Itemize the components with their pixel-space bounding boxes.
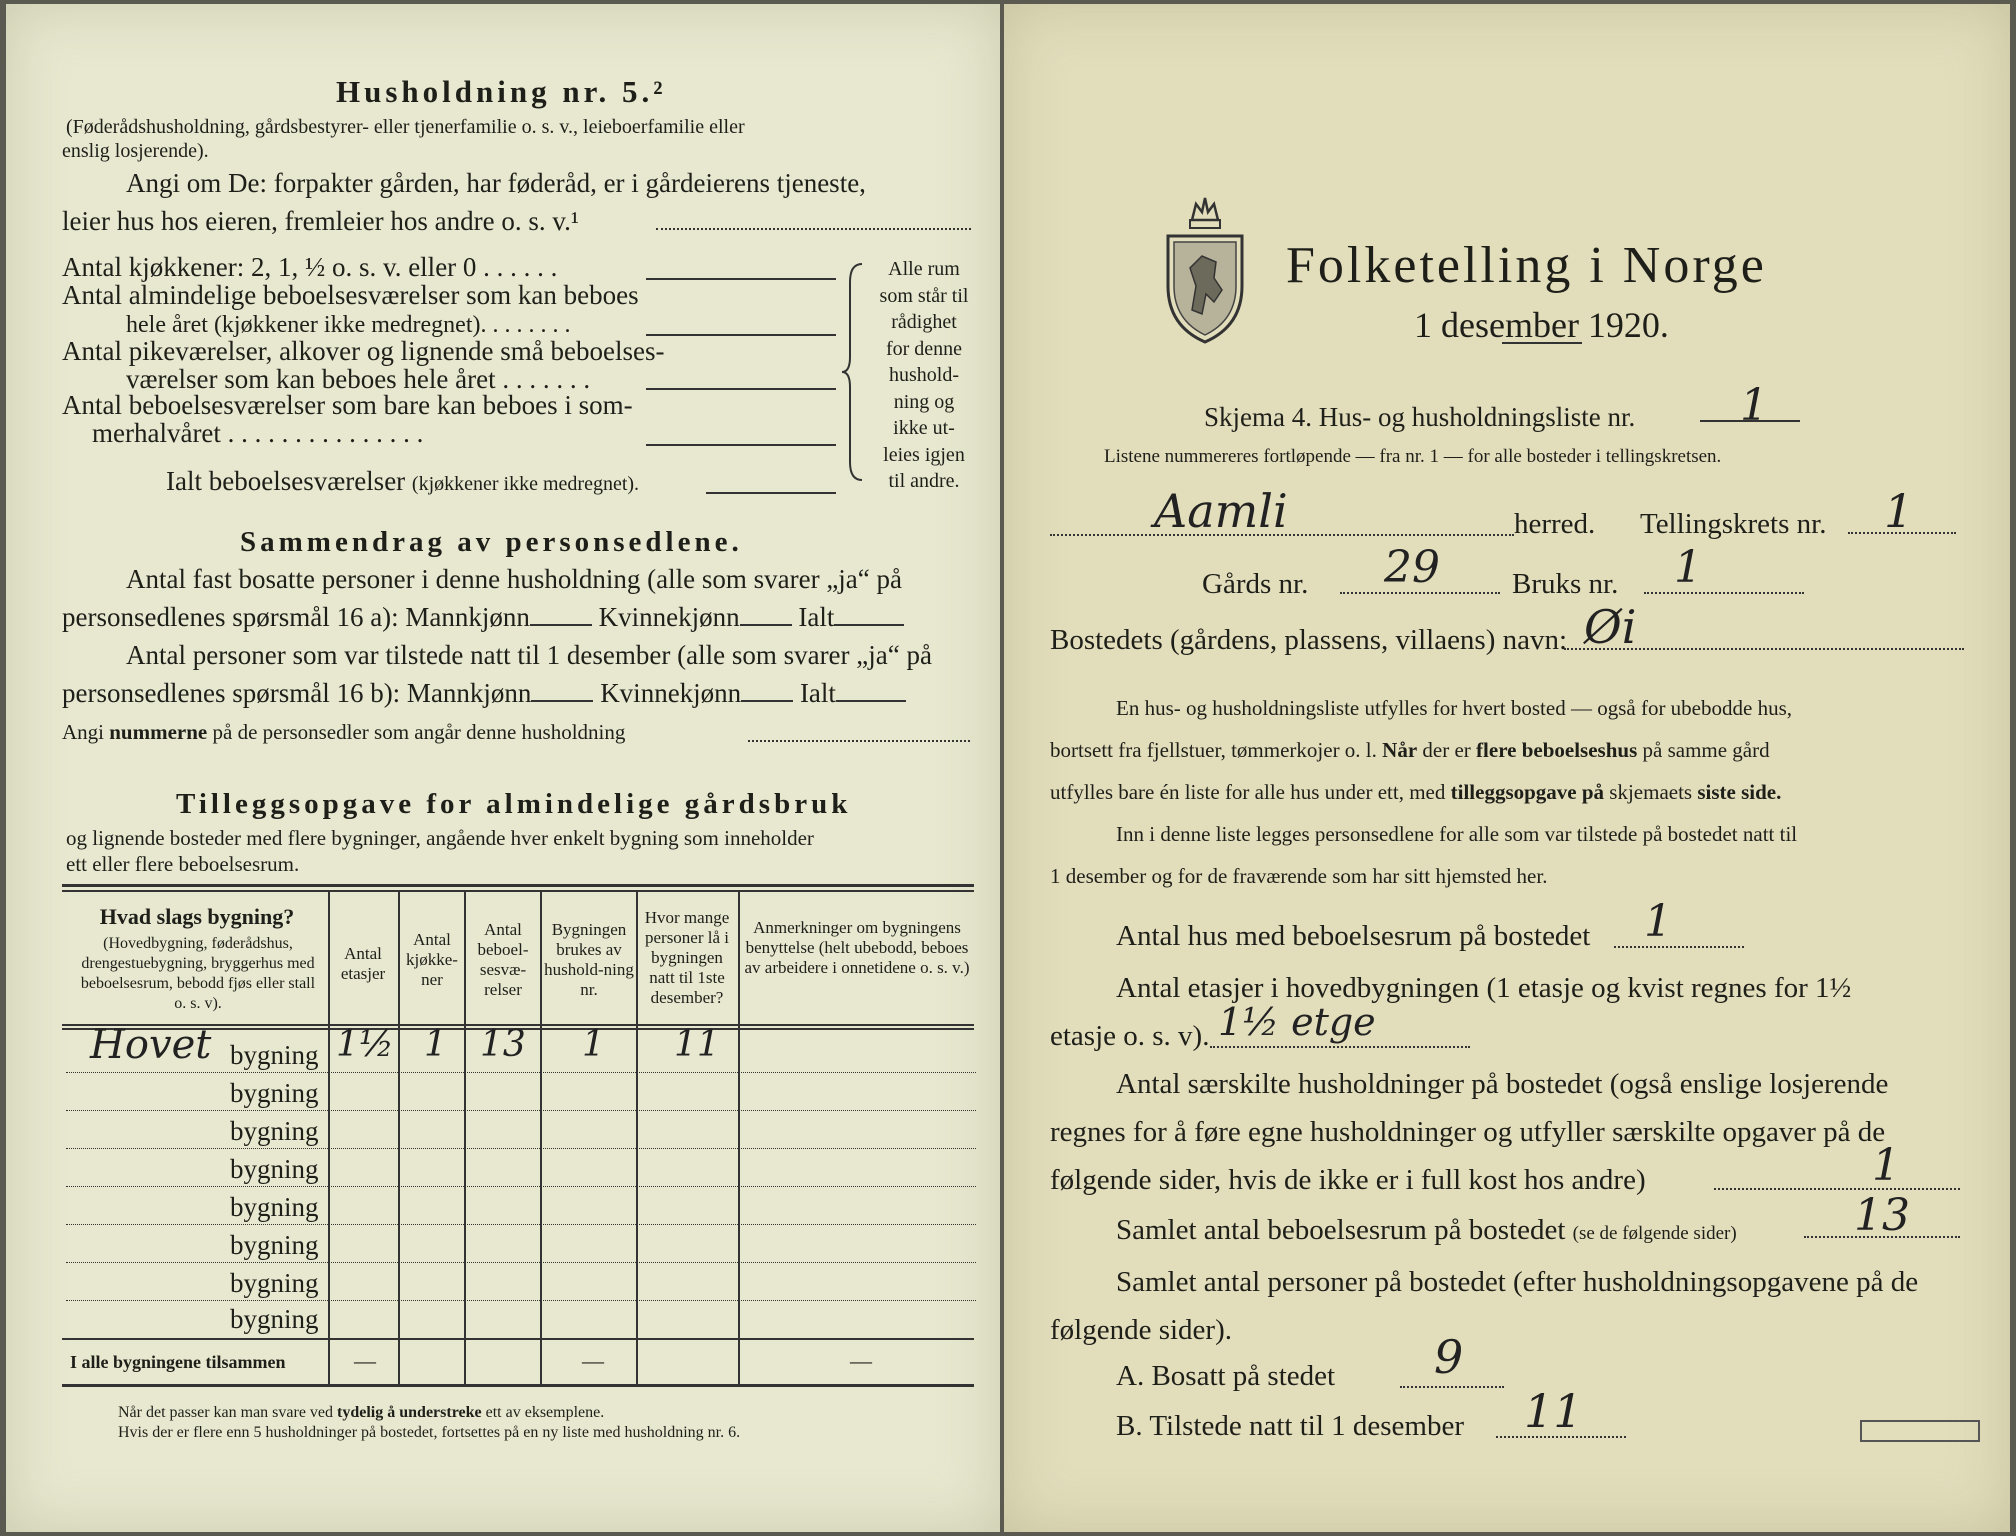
maid-rooms-label-2: værelser som kan beboes hele året . . . . . . . (126, 364, 591, 394)
row-household: 1 (582, 1024, 605, 1065)
row-building-name: Hovet (90, 1022, 212, 1068)
maid-rooms-label-1: Antal pikeværelser, alkover og lignende små beboelses- (62, 336, 665, 366)
row-suffix: bygning (230, 1040, 319, 1070)
ordinary-rooms-line (646, 334, 836, 336)
gards-label: Gårds nr. (1202, 568, 1309, 600)
footnote-1-post: ett av eksemplene. (485, 1404, 605, 1421)
summer-rooms-line (646, 444, 836, 446)
floors-label-1: Antal etasjer i hovedbygningen (1 etasje og kvist regnes for 1½ (1116, 972, 1852, 1004)
info-1-line-3 (1050, 780, 1781, 805)
households-label-3: følgende sider, hvis de ikke er i full kost hos andre) (1050, 1164, 1646, 1196)
resident-label: A. Bosatt på stedet (1116, 1360, 1336, 1392)
col-divider (464, 890, 466, 1384)
row-line (66, 1300, 976, 1301)
krets-label: Tellingskrets nr. (1640, 508, 1827, 540)
total-rooms-q-label (1116, 1214, 1737, 1247)
footnote-2: Hvis der er flere enn 5 husholdninger på bostedet, fortsettes på en ny liste med husholdning nr. 6. (118, 1424, 741, 1441)
row-suffix: bygning (230, 1116, 319, 1146)
houses-label: Antal hus med beboelsesrum på bostedet (1116, 920, 1591, 952)
col-header-building-sub: (Hovedbygning, føderådshus, drengestuebygning, bryggerhus med beboelsesrum, bebodd fjøs eller stall o. s. v). (80, 935, 316, 1012)
side-note-line: ning og (893, 390, 955, 413)
numbering-note: Listene nummereres fortløpende — fra nr. 1 — for alle bosteder i tellingskretsen. (1104, 446, 1722, 467)
total-rooms-label (166, 466, 639, 497)
summary-title: Sammendrag av personsedlene. (240, 526, 743, 558)
bruks-label: Bruks nr. (1512, 568, 1619, 600)
ordinary-rooms-label-2: hele året (kjøkkener ikke medregnet). . . . . . . . (126, 312, 571, 338)
row-suffix: bygning (230, 1268, 319, 1298)
persons-label-1: Samlet antal personer på bostedet (efter husholdningsopgavene på de (1116, 1266, 1919, 1298)
row-suffix: bygning (230, 1304, 319, 1334)
krets-value: 1 (1884, 484, 1914, 538)
table-top-border (62, 884, 974, 887)
info-text: der er (1422, 738, 1471, 762)
info-1-line-2 (1050, 738, 1770, 763)
bosted-label: Bostedets (gårdens, plassens, villaens) navn: (1050, 624, 1568, 656)
footnote-1 (118, 1404, 604, 1422)
maid-rooms-line (646, 388, 836, 390)
census-date: 1 desember 1920. (1414, 305, 1669, 345)
col-header-kitchens: Antal kjøkke-ner (406, 930, 458, 989)
extra-desc-2: ett eller flere beboelsesrum. (66, 852, 300, 876)
households-label-1: Antal særskilte husholdninger på bostedet (også enslige losjerende (1116, 1068, 1889, 1100)
col-header-rooms: Antal beboel-sesvæ-relser (477, 920, 529, 999)
footnote-1-bold: tydelig å understreke (337, 1404, 482, 1421)
side-note-line: til andre. (888, 470, 960, 492)
row-suffix: bygning (230, 1230, 319, 1260)
bruks-line (1644, 592, 1804, 594)
household-subtitle-1: (Føderådshusholdning, gårdsbestyrer- eller tjenerfamilie o. s. v., leieboerfamilie eller (66, 116, 745, 138)
total-rooms-note: (kjøkkener ikke medregnet). (411, 473, 640, 495)
bosted-line (1564, 648, 1964, 650)
floors-line (1210, 1046, 1470, 1048)
floors-label-2: etasje o. s. v). (1050, 1020, 1210, 1052)
numbers-post: på de personsedler som angår denne husholdning (212, 720, 626, 744)
date-underline (1502, 342, 1582, 344)
total-rooms-line (706, 492, 836, 494)
total-dash: — (582, 1348, 604, 1373)
numbers-pre: Angi (62, 720, 104, 744)
coat-of-arms-icon (1162, 190, 1248, 346)
side-note-line: rådighet (891, 311, 957, 333)
total-rooms-q-line (1804, 1236, 1960, 1238)
side-note-line: Alle rum (888, 258, 960, 280)
ordinary-rooms-label-1: Antal almindelige beboelsesværelser som kan beboes (62, 280, 639, 310)
present-value: 11 (1524, 1384, 1583, 1438)
gards-value: 29 (1384, 542, 1440, 593)
row-kitchens: 1 (424, 1024, 447, 1065)
female-label: Kvinnekjønn (600, 678, 742, 708)
extra-title: Tilleggsopgave for almindelige gårdsbruk (176, 788, 852, 820)
summary-resident-1: Antal fast bosatte personer i denne husholdning (alle som svarer „ja“ på (126, 564, 902, 594)
male-label: personsedlenes spørsmål 16 b): Mannkjønn (62, 678, 532, 708)
info-text: bortsett fra fjellstuer, tømmerkojer o. l. (1050, 738, 1377, 762)
side-note-line: ikke ut- (893, 417, 955, 439)
col-divider (738, 890, 740, 1384)
household-subtitle-2: enslig losjerende). (62, 140, 209, 162)
info-bold: Når (1382, 738, 1418, 762)
info-text: utfylles bare én liste for alle hus under ett, med (1050, 780, 1446, 804)
row-line (66, 1186, 976, 1187)
info-2-line-2: 1 desember og for de fraværende som har sitt hjemsted her. (1050, 864, 1548, 888)
female-label: Kvinnekjønn (598, 602, 740, 632)
bruks-value: 1 (1674, 542, 1702, 593)
row-line (66, 1148, 976, 1149)
row-line (66, 1224, 976, 1225)
col-header-household: Bygningen brukes av hushold-ning nr. (544, 920, 634, 999)
total-rooms-q-note: (se de følgende sider) (1572, 1223, 1737, 1244)
household-instruction-2: leier hus hos eieren, fremleier hos andre o. s. v.¹ (62, 206, 579, 236)
side-note-line: hushold- (889, 364, 959, 386)
total-label: Ialt (799, 678, 836, 708)
total-rooms-q-value: 13 (1854, 1190, 1910, 1241)
info-text: på samme gård (1642, 738, 1770, 762)
info-bold: tilleggsopgave på (1450, 780, 1605, 804)
row-suffix: bygning (230, 1192, 319, 1222)
total-rooms-text: Ialt beboelsesværelser (166, 466, 406, 496)
row-floors: 1½ (336, 1024, 394, 1065)
household-instruction-1: Angi om De: forpakter gården, har føderåd, er i gårdeierens tjeneste, (126, 168, 866, 198)
household-type-line (656, 228, 971, 230)
table-bottom-border (62, 1384, 974, 1387)
row-line (66, 1072, 976, 1073)
resident-line (1400, 1386, 1504, 1388)
summary-present-2 (62, 678, 906, 709)
side-note-line: som står til (879, 284, 969, 307)
bosted-value: Øi (1584, 600, 1637, 654)
info-1-line-1: En hus- og husholdningsliste utfylles for hvert bosted — også for ubebodde hus, (1116, 696, 1792, 720)
houses-line (1614, 946, 1744, 948)
info-2-line-1: Inn i denne liste legges personsedlene for alle som var tilstede på bostedet natt til (1116, 822, 1798, 846)
summary-present-1: Antal personer som var tilstede natt til 1 desember (alle som svarer „ja“ på (126, 640, 932, 670)
houses-value: 1 (1644, 896, 1672, 947)
present-label: B. Tilstede natt til 1 desember (1116, 1410, 1464, 1442)
table-top-border-2 (62, 890, 974, 892)
herred-value: Aamli (1154, 484, 1288, 538)
side-note-line: for denne (885, 337, 963, 360)
left-page (6, 4, 1000, 1532)
col-divider (540, 890, 542, 1384)
col-header-remarks: Anmerkninger om bygningens benyttelse (helt ubebodd, beboes av arbeidere i onnetidene o. s. v.) (744, 918, 970, 977)
krets-line (1848, 532, 1956, 534)
numbers-bold: nummerne (109, 720, 208, 744)
summer-rooms-label-1: Antal beboelsesværelser som bare kan beboes i som- (62, 390, 633, 420)
kitchens-line (646, 278, 836, 280)
present-line (1496, 1436, 1626, 1438)
persons-label-2: følgende sider). (1050, 1314, 1232, 1346)
row-line (66, 1262, 976, 1263)
male-label: personsedlenes spørsmål 16 a): Mannkjønn (62, 602, 530, 632)
total-dash: — (354, 1348, 376, 1373)
side-note-line: leies igjen (883, 443, 965, 466)
row-line (66, 1110, 976, 1111)
person-numbers-line (748, 740, 970, 742)
summary-resident-2 (62, 602, 904, 633)
col-header-persons: Hvor mange personer lå i bygningen natt til 1ste desember? (644, 908, 730, 1007)
row-rooms: 13 (480, 1024, 526, 1065)
kitchens-label: Antal kjøkkener: 2, 1, ½ o. s. v. eller 0 . . . . . . (62, 252, 558, 282)
info-bold: flere beboelseshus (1476, 738, 1638, 762)
herred-label: herred. (1514, 508, 1596, 540)
total-rooms-q-text: Samlet antal beboelsesrum på bostedet (1116, 1214, 1566, 1246)
household-title: Husholdning nr. 5.² (336, 74, 667, 109)
table-total-label: I alle bygningene tilsammen (70, 1352, 286, 1372)
households-value: 1 (1872, 1140, 1900, 1191)
person-numbers-label (62, 720, 625, 745)
row-persons: 11 (674, 1024, 720, 1065)
printer-stamp (1860, 1420, 1980, 1442)
total-dash: — (850, 1348, 872, 1373)
rooms-side-note (862, 256, 986, 495)
table-body-border (62, 1338, 974, 1340)
summer-rooms-label-2: merhalvåret . . . . . . . . . . . . . . . (92, 418, 424, 448)
row-suffix: bygning (230, 1078, 319, 1108)
col-divider (398, 890, 400, 1384)
herred-line (1050, 534, 1514, 536)
households-line (1714, 1188, 1960, 1190)
schema-line (1700, 420, 1800, 422)
schema-value: 1 (1740, 380, 1768, 431)
census-title: Folketelling i Norge (1286, 237, 1767, 294)
footnote-1-pre: Når det passer kan man svare ved (118, 1404, 334, 1421)
resident-value: 9 (1434, 1330, 1464, 1384)
floors-value: 1½ etge (1218, 1000, 1376, 1044)
schema-label: Skjema 4. Hus- og husholdningsliste nr. (1204, 402, 1636, 432)
total-label: Ialt (798, 602, 835, 632)
right-page (1004, 4, 2010, 1532)
households-label-2: regnes for å føre egne husholdninger og utfyller særskilte opgaver på de (1050, 1116, 1886, 1148)
info-bold: siste side. (1697, 780, 1782, 804)
col-header-floors: Antal etasjer (340, 944, 386, 983)
gards-line (1340, 592, 1500, 594)
info-text: skjemaets (1609, 780, 1693, 804)
row-suffix: bygning (230, 1154, 319, 1184)
col-header-building: Hvad slags bygning? (99, 904, 295, 929)
extra-desc-1: og lignende bosteder med flere bygninger, angående hver enkelt bygning som inneholder (66, 826, 814, 850)
